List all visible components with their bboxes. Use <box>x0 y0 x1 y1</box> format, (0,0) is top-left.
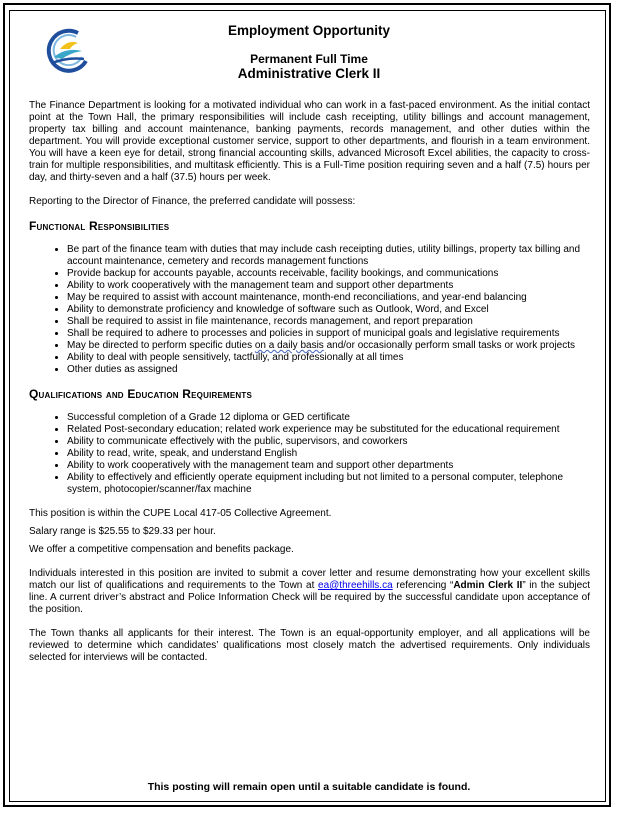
qualifications-heading: Qualifications and Education Requirements <box>29 387 253 401</box>
list-item: • Other duties as assigned <box>67 364 590 376</box>
list-item: • Successful completion of a Grade 12 diploma or GED certificate <box>67 412 590 424</box>
list-item: • Provide backup for accounts payable, accounts receivable, facility bookings, and communications <box>67 268 590 280</box>
thanks-paragraph: The Town thanks all applicants for their interest. The Town is an equal-opportunity employer, and all applications will be reviewed to determine which candidates’ qualifications most closely match the advertised requirements. Only individuals selected for interviews will be contacted. <box>29 628 590 663</box>
list-item: • Be part of the finance team with duties that may include cash receipting duties, utility billings, property tax billing and account maintenance, cemetery and records management functions <box>67 244 590 268</box>
intro-paragraph: The Finance Department is looking for a motivated individual who can work in a fast-paced environment. As the initial contact point at the Town Hall, the primary responsibilities will include cash receipting, utility billings and account management, property tax billing and account maintenance, banking payments, records management, and other duties within the department. You will provide exceptional customer service, support to other departments, and flourish in a team environment. You will have a keen eye for detail, strong financial accounting skills, advanced Microsoft Excel abilities, the capacity to cross-train for multiple responsibilities, and multitask efficiently. This is a Full-Time position requiring seven and a half (7.5) hours per day, and thirty-seven and a half (37.5) hours per week. <box>29 100 590 183</box>
list-item: • Shall be required to assist in file maintenance, records management, and report preparation <box>67 316 590 328</box>
position-type: Permanent Full Time <box>250 52 368 66</box>
position-title: Administrative Clerk II <box>237 66 381 81</box>
cupe-paragraph: This position is within the CUPE Local 417-05 Collective Agreement. <box>29 508 332 519</box>
list-item: • Ability to work cooperatively with the management team and support other departments <box>67 460 590 472</box>
apply-text: Individuals interested in this position are invited to submit a cover letter and resume demonstrating how your excellent skills match our list of qualifications and requirements to the Town at <box>29 568 590 591</box>
list-item: • May be required to assist with account maintenance, month-end reconciliations, and year-end balancing <box>67 292 590 304</box>
list-item: • Ability to read, write, speak, and understand English <box>67 448 590 460</box>
reporting-paragraph: Reporting to the Director of Finance, the preferred candidate will possess: <box>29 196 356 207</box>
list-item: • Ability to communicate effectively with the public, supervisors, and coworkers <box>67 436 590 448</box>
apply-paragraph <box>29 568 590 616</box>
functional-list <box>29 244 590 376</box>
list-item <box>67 340 590 352</box>
apply-text: referencing “ <box>392 580 454 591</box>
closing-note: This posting will remain open until a suitable candidate is found. <box>147 781 471 793</box>
email-link[interactable]: ea@threehills.ca <box>318 580 393 591</box>
list-item: • Shall be required to adhere to processes and policies in support of municipal goals and legislative requirements <box>67 328 590 340</box>
list-item-text: May be directed to perform specific duties <box>67 340 255 351</box>
list-item-text: and/or occasionally perform small tasks or work projects <box>323 340 576 351</box>
list-item: • Ability to work cooperatively with the management team and support other departments <box>67 280 590 292</box>
page-title: Employment Opportunity <box>228 23 390 38</box>
functional-heading: Functional Responsibilities <box>29 219 170 233</box>
list-item: • Ability to effectively and efficiently operate equipment including but not limited to a personal computer, telephone system, photocopier/scanner/fax machine <box>67 472 590 496</box>
list-item: • Ability to demonstrate proficiency and knowledge of software such as Outlook, Word, and Excel <box>67 304 590 316</box>
subject-reference: Admin Clerk II <box>453 580 523 591</box>
spellcheck-marked-text: on a daily basis <box>254 340 324 351</box>
list-item: • Ability to deal with people sensitively, tactfully, and professionally at all times <box>67 352 590 364</box>
list-item: • Related Post-secondary education; related work experience may be substituted for the educational requirement <box>67 424 590 436</box>
qualifications-list <box>29 412 590 496</box>
posting-body <box>29 100 590 664</box>
apply-text: ” in the subject line. A current driver’s abstract and Police Information Check will be required by the successful candidate upon acceptance of the position. <box>29 580 590 615</box>
salary-paragraph: Salary range is $25.55 to $29.33 per hour. <box>29 526 216 537</box>
benefits-paragraph: We offer a competitive compensation and benefits package. <box>29 544 294 555</box>
